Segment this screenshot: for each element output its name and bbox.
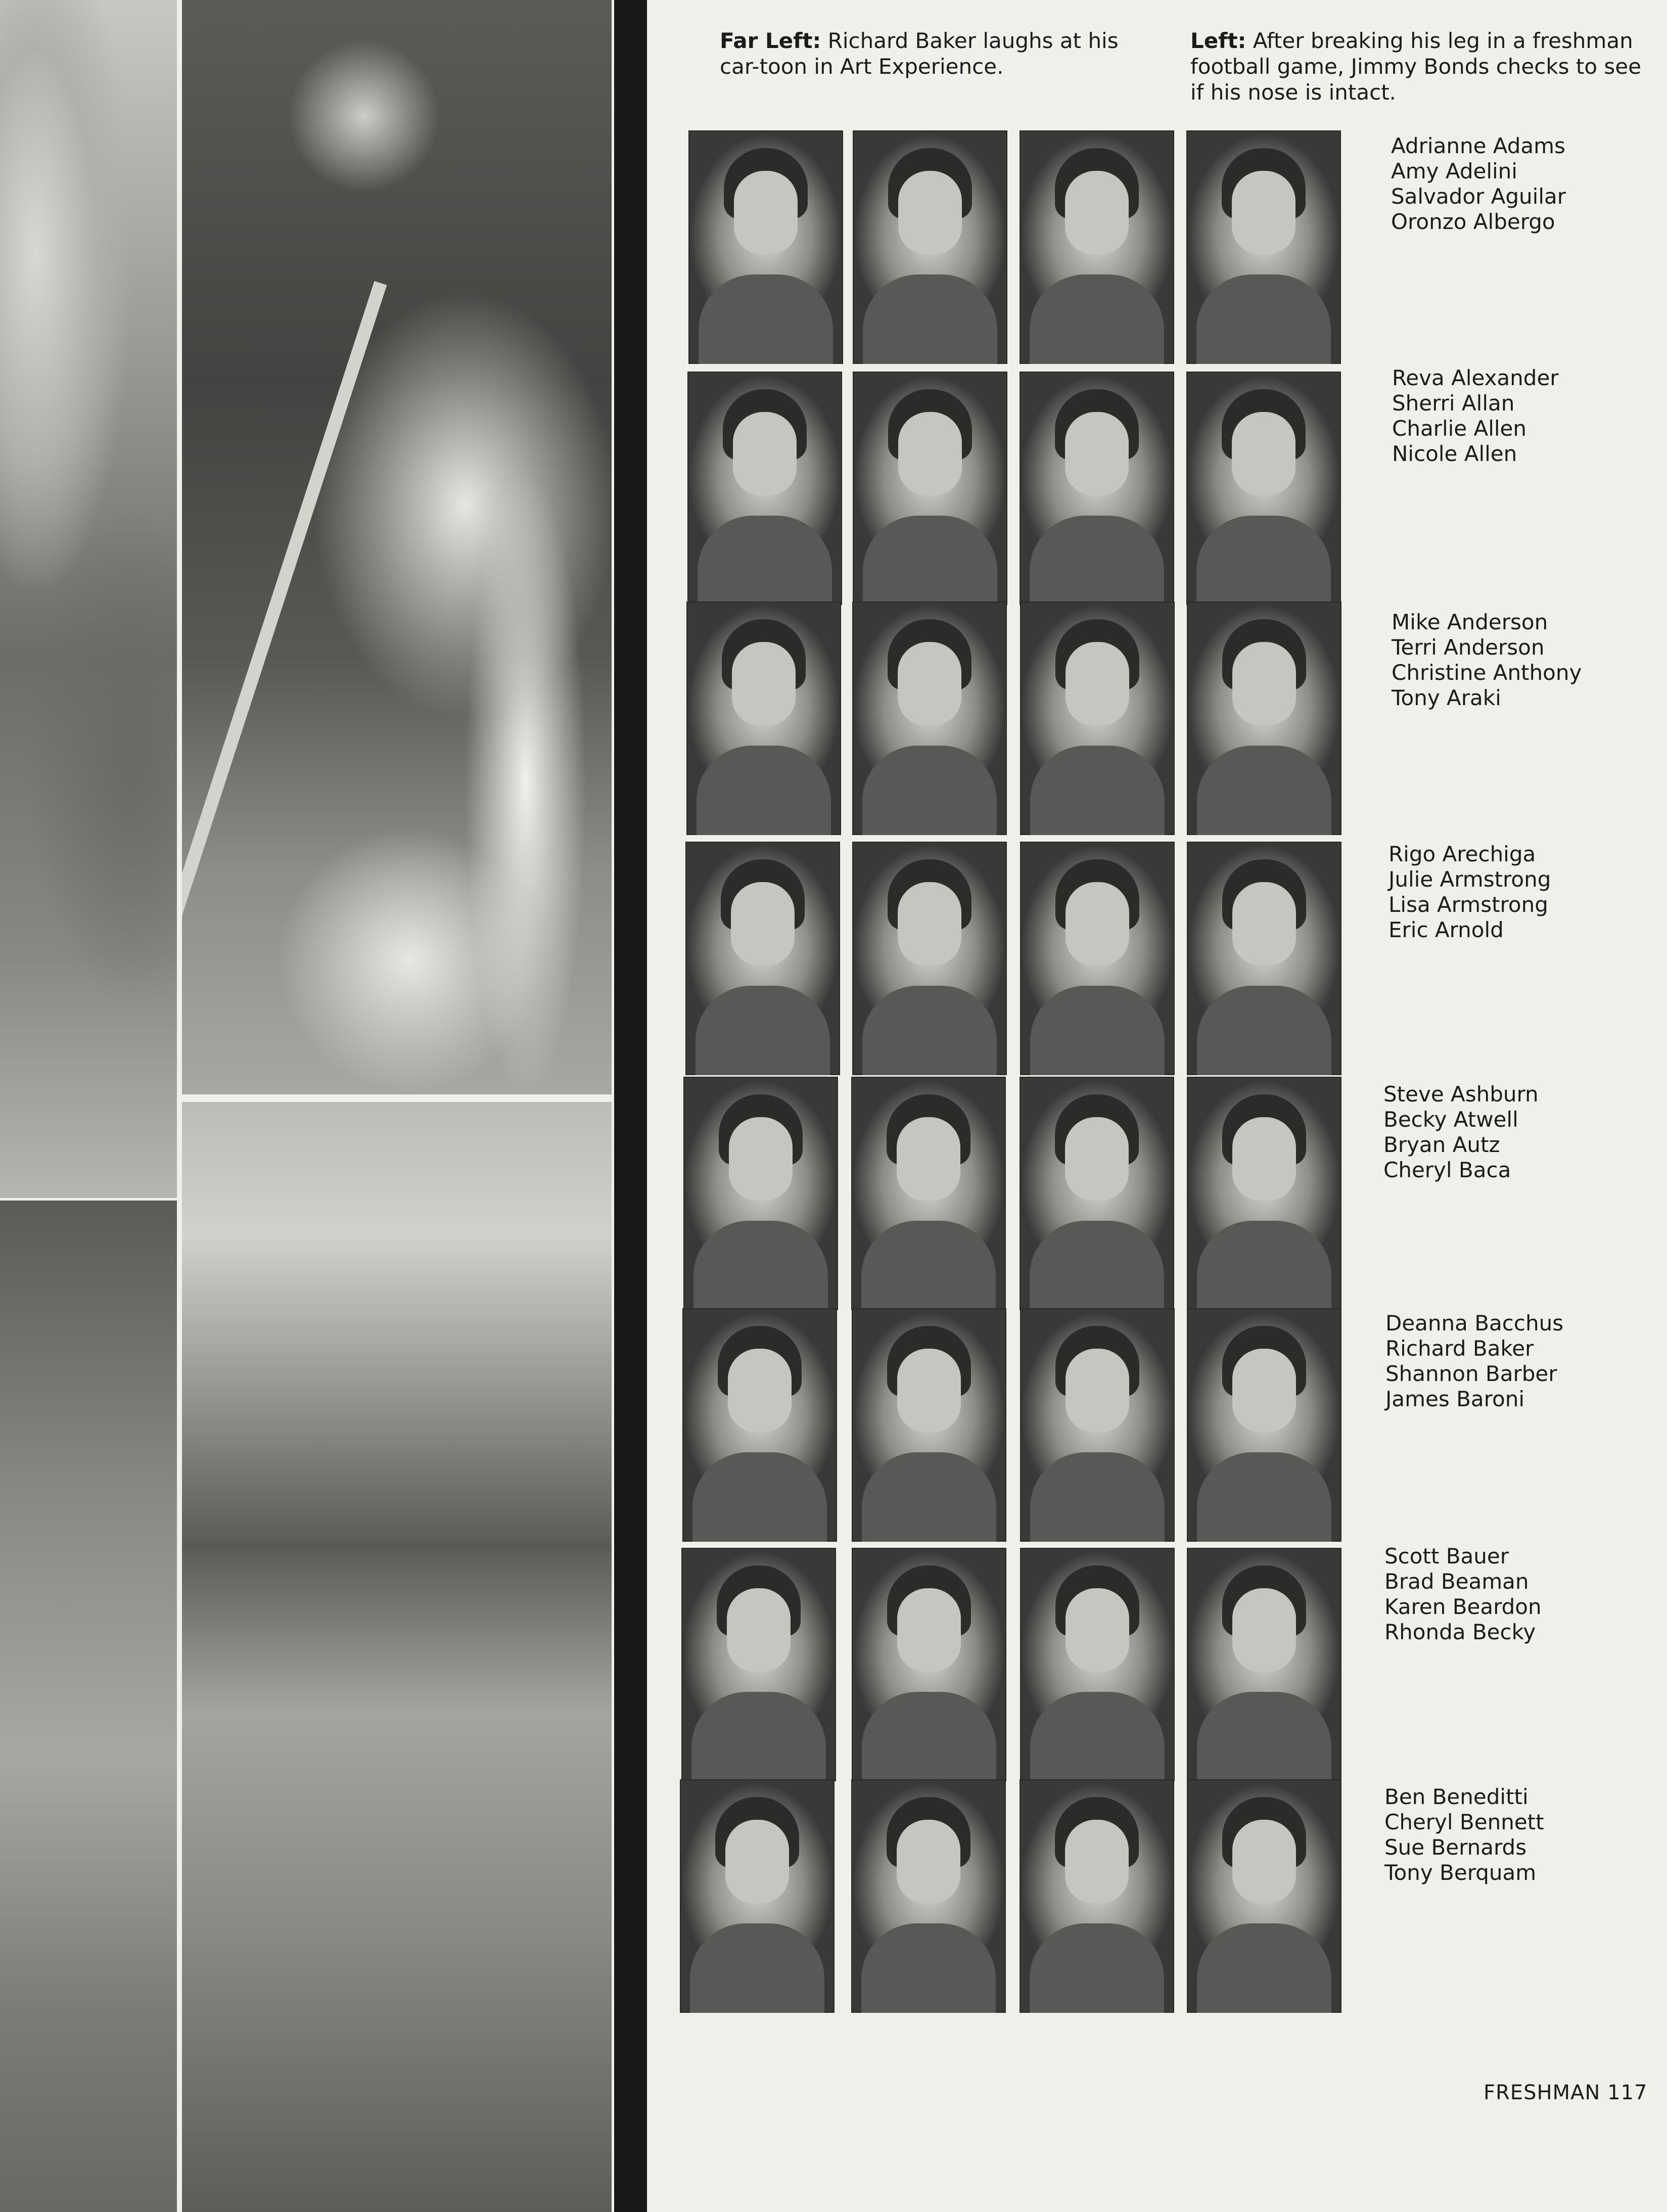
gutter-bar <box>614 0 647 2212</box>
portrait <box>851 1779 1006 2013</box>
student-name: Oronzo Albergo <box>1391 209 1555 234</box>
student-name: Ben Beneditti <box>1384 1784 1529 1809</box>
portrait <box>680 1779 835 2013</box>
student-name: Richard Baker <box>1385 1336 1534 1361</box>
student-name: Julie Armstrong <box>1388 867 1551 892</box>
portrait <box>682 1308 837 1542</box>
crutch-student-photo <box>182 0 612 1094</box>
student-name: Bryan Autz <box>1383 1132 1500 1157</box>
student-name: Terri Anderson <box>1392 635 1545 660</box>
portrait <box>1020 130 1174 364</box>
portrait <box>1020 602 1175 835</box>
closeup-photo <box>0 0 177 1198</box>
student-name: Brad Beaman <box>1384 1569 1529 1594</box>
portrait <box>1186 130 1341 364</box>
caption-far-left-text: Richard Baker laughs at his car-toon in Art Experience. <box>720 28 1119 79</box>
student-name: Tony Berquam <box>1384 1860 1537 1885</box>
student-name: Sherri Allan <box>1392 391 1515 416</box>
portrait <box>853 130 1007 364</box>
portrait <box>1187 602 1341 835</box>
portrait <box>686 602 841 835</box>
portrait <box>1187 1077 1341 1310</box>
student-name: Shannon Barber <box>1385 1361 1557 1386</box>
portrait <box>688 130 843 364</box>
name-list <box>1392 610 1582 711</box>
student-name: Becky Atwell <box>1383 1107 1518 1132</box>
portrait <box>1020 1779 1174 2013</box>
student-name: Scott Bauer <box>1384 1544 1509 1569</box>
portrait <box>687 372 842 605</box>
student-name: Rhonda Becky <box>1384 1620 1536 1644</box>
student-name: Eric Arnold <box>1388 917 1504 942</box>
student-name: Sue Bernards <box>1384 1835 1527 1860</box>
caption-far-left-label: Far Left: <box>720 28 821 53</box>
portrait <box>685 842 840 1075</box>
campus-student-photo <box>182 1102 612 2212</box>
name-list <box>1388 842 1551 943</box>
name-list <box>1384 1784 1544 1885</box>
caption-left-text: After breaking his leg in a freshman football game, Jimmy Bonds checks to see if his nose is intact. <box>1190 28 1641 105</box>
portrait <box>1187 842 1341 1075</box>
student-name: Cheryl Bennett <box>1384 1810 1544 1834</box>
portrait <box>1020 842 1175 1075</box>
student-name: Christine Anthony <box>1392 660 1582 685</box>
student-name: Karen Beardon <box>1384 1594 1542 1619</box>
student-name: Cheryl Baca <box>1383 1158 1511 1182</box>
student-name: Reva Alexander <box>1392 365 1559 390</box>
portrait <box>1020 372 1174 605</box>
page-folio: FRESHMAN 117 <box>1484 2081 1648 2104</box>
name-list <box>1392 365 1559 467</box>
portrait <box>1020 1077 1174 1310</box>
caption-left-label: Left: <box>1190 28 1246 53</box>
name-list <box>1384 1544 1542 1645</box>
student-name: Amy Adelini <box>1391 159 1517 183</box>
lower-left-photo <box>0 1201 177 2212</box>
student-name: Lisa Armstrong <box>1388 892 1548 917</box>
portrait <box>851 1077 1006 1310</box>
name-list <box>1391 133 1566 235</box>
student-name: Adrianne Adams <box>1391 133 1565 158</box>
portrait <box>1187 1779 1341 2013</box>
portrait <box>853 372 1007 605</box>
student-name: Steve Ashburn <box>1383 1082 1539 1107</box>
student-name: Salvador Aguilar <box>1391 184 1566 209</box>
portrait <box>1187 1308 1341 1542</box>
student-name: Charlie Allen <box>1392 416 1527 441</box>
portrait <box>852 1308 1006 1542</box>
name-list <box>1383 1082 1539 1183</box>
caption-left <box>1190 28 1645 105</box>
crutch <box>182 281 387 1016</box>
portrait <box>1187 1548 1341 1781</box>
portrait <box>681 1548 836 1781</box>
student-name: Nicole Allen <box>1392 441 1517 466</box>
portrait <box>683 1077 838 1310</box>
student-name: James Baroni <box>1385 1387 1524 1411</box>
name-list <box>1385 1311 1563 1412</box>
portrait <box>1020 1308 1175 1542</box>
student-name: Rigo Arechiga <box>1388 842 1536 866</box>
student-name: Deanna Bacchus <box>1385 1311 1564 1335</box>
student-name: Tony Araki <box>1392 685 1501 710</box>
portrait <box>1020 1548 1175 1781</box>
portrait <box>852 842 1007 1075</box>
portrait <box>852 1548 1006 1781</box>
caption-far-left <box>720 28 1149 79</box>
student-name: Mike Anderson <box>1392 610 1548 634</box>
portrait <box>852 602 1007 835</box>
portrait <box>1186 372 1341 605</box>
